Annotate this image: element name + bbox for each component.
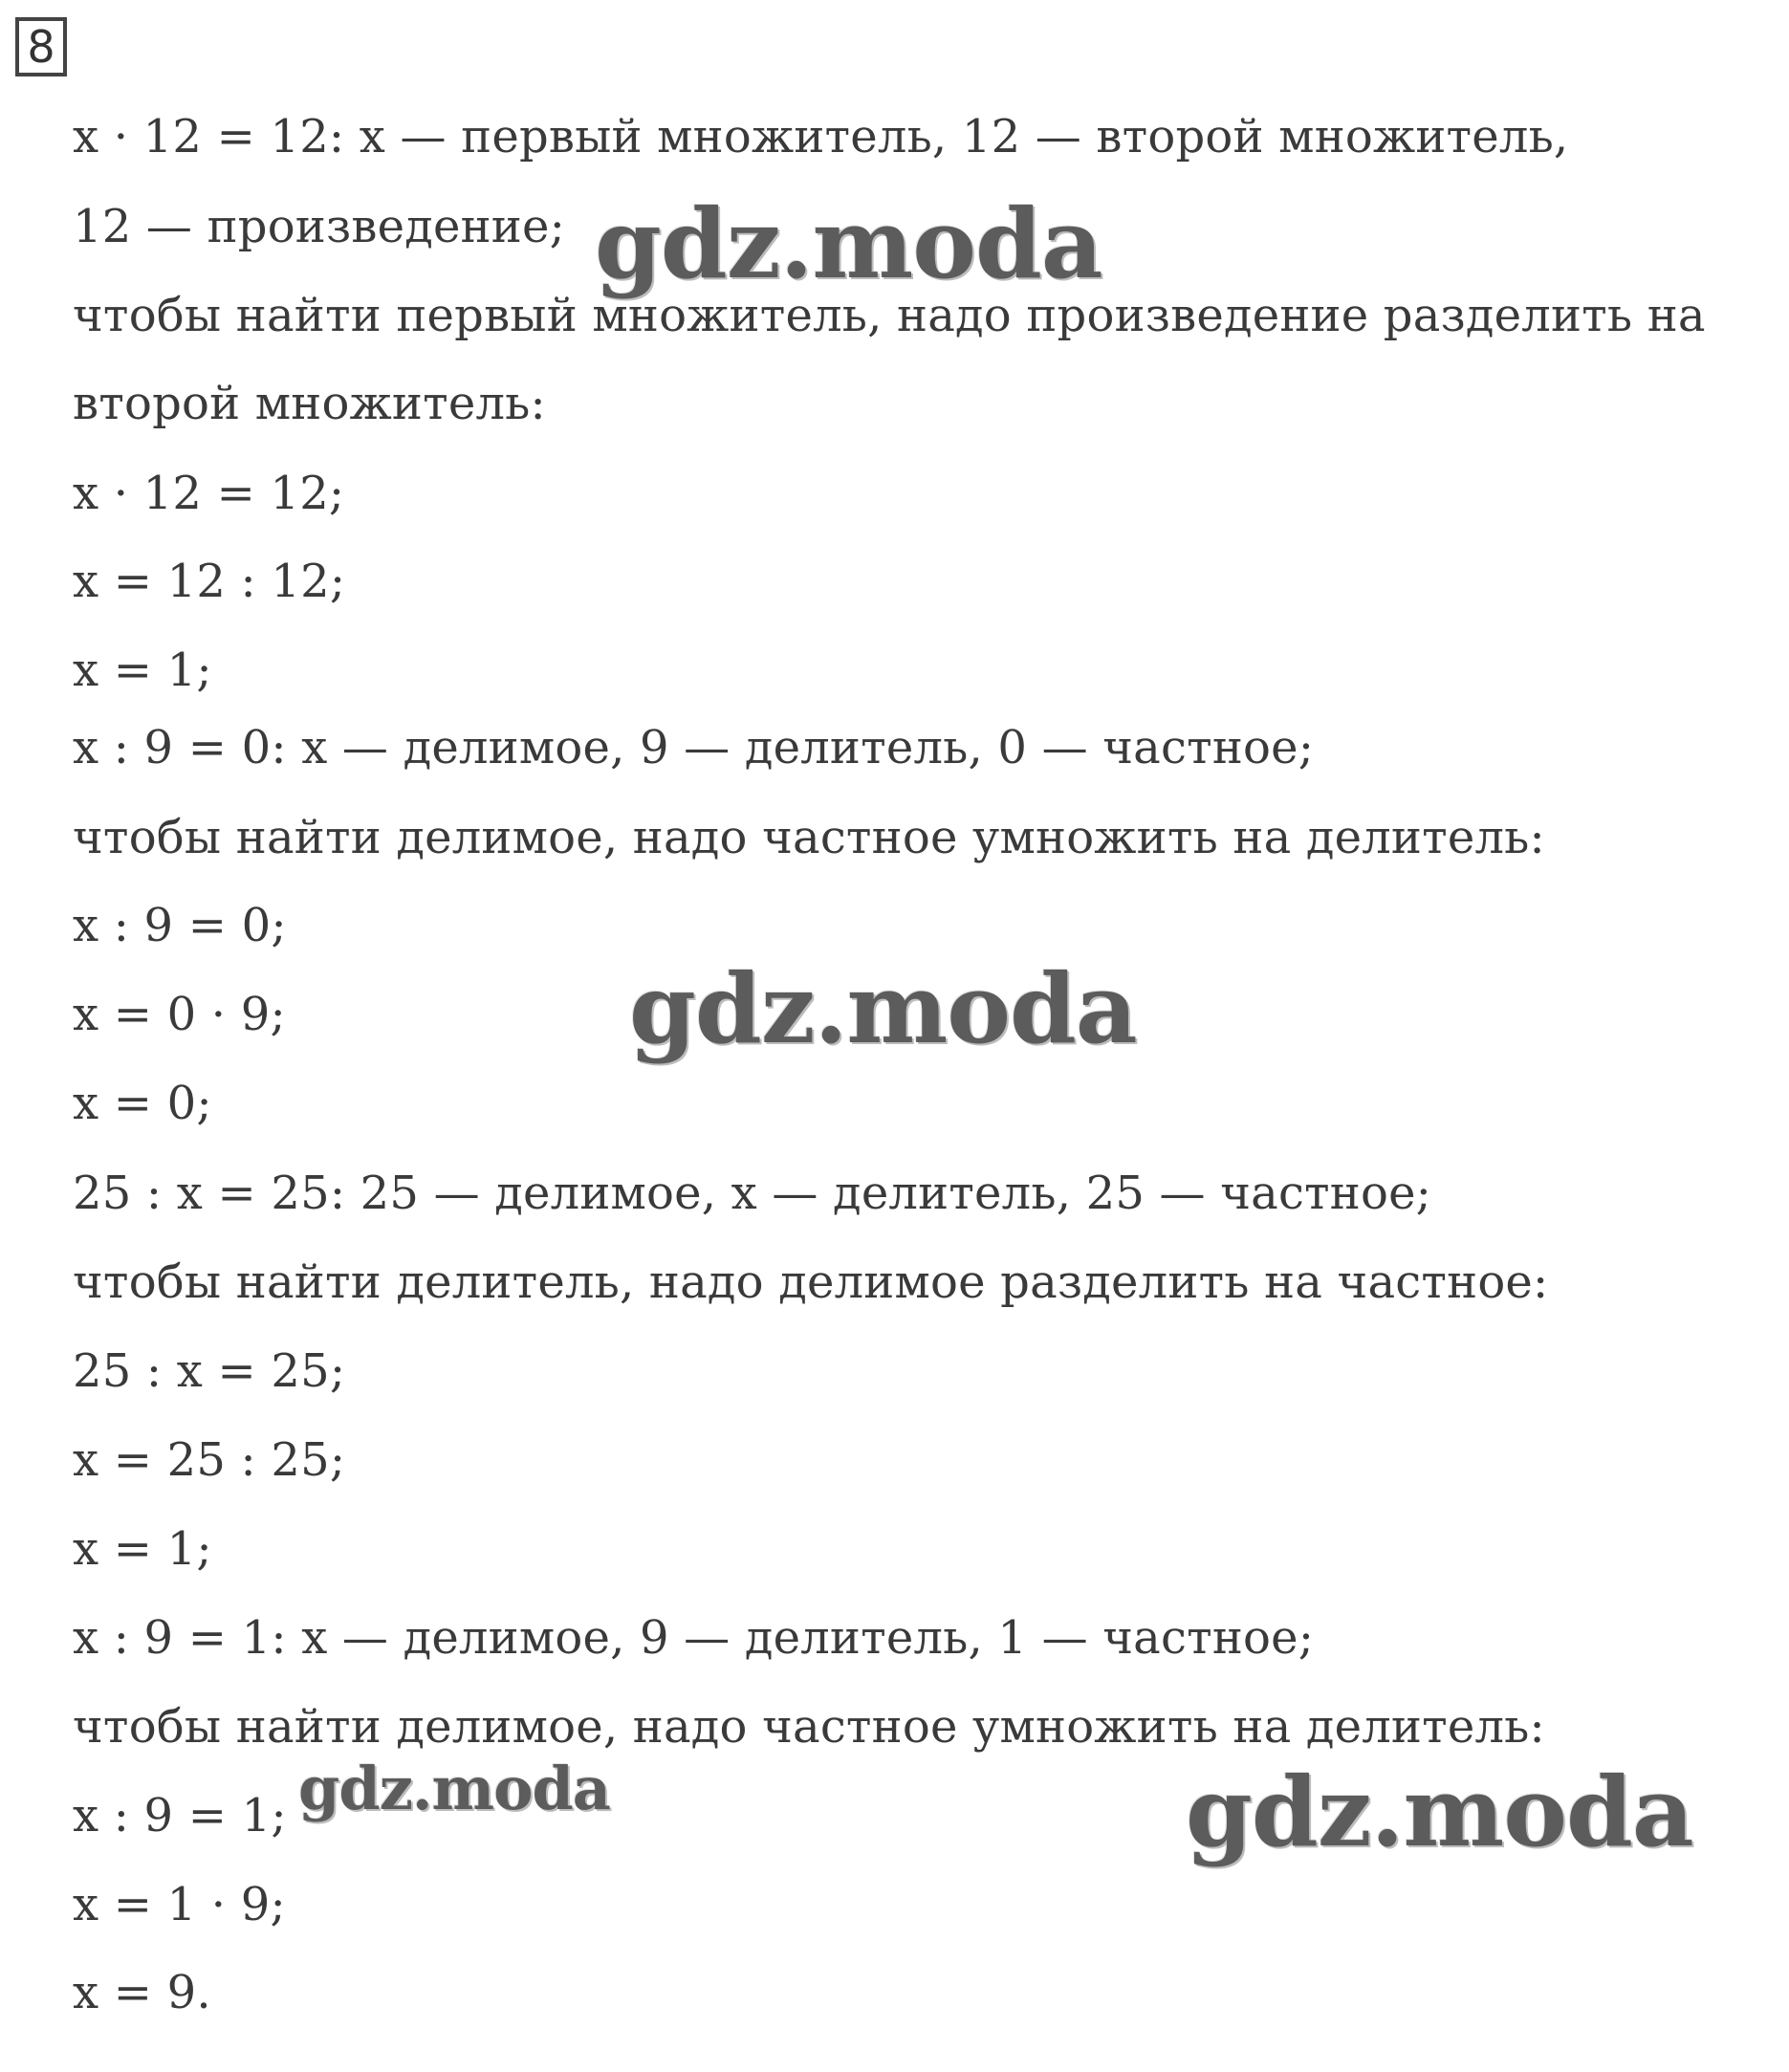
task-number-badge: 8 — [15, 17, 67, 76]
solution-line: x · 12 = 12; — [73, 467, 345, 520]
watermark-logo: gdz.moda — [629, 952, 1137, 1065]
solution-line: x = 1; — [73, 1522, 212, 1576]
watermark-logo: gdz.moda — [1186, 1756, 1693, 1868]
solution-line: чтобы найти первый множитель, надо произведение разделить на — [73, 289, 1706, 342]
solution-line: x : 9 = 1; — [73, 1789, 287, 1843]
solution-line: x = 0 · 9; — [73, 988, 286, 1041]
solution-line: x = 25 : 25; — [73, 1433, 346, 1487]
solution-line: x = 9. — [73, 1966, 211, 2019]
solution-line: x = 1; — [73, 643, 212, 697]
solution-line: x = 0; — [73, 1077, 212, 1130]
solution-line: x · 12 = 12: x — первый множитель, 12 — второй множитель, — [73, 110, 1569, 164]
watermark-logo: gdz.moda — [298, 1754, 610, 1823]
solution-line: 25 : x = 25: 25 — делимое, x — делитель, 25 — частное; — [73, 1167, 1432, 1220]
solution-line: x = 12 : 12; — [73, 555, 346, 608]
solution-line: x : 9 = 0; — [73, 899, 287, 952]
solution-line: x = 1 · 9; — [73, 1878, 286, 1931]
solution-line: второй множитель: — [73, 377, 546, 430]
solution-line: 25 : x = 25; — [73, 1344, 346, 1398]
solution-line: чтобы найти делимое, надо частное умножить на делитель: — [73, 1700, 1545, 1754]
solution-line: чтобы найти делимое, надо частное умножить на делитель: — [73, 811, 1545, 864]
solution-line: чтобы найти делитель, надо делимое разделить на частное: — [73, 1255, 1549, 1309]
solution-line: 12 — произведение; — [73, 200, 565, 253]
solution-line: x : 9 = 0: x — делимое, 9 — делитель, 0 — частное; — [73, 721, 1315, 774]
watermark-logo: gdz.moda — [595, 187, 1102, 300]
solution-line: x : 9 = 1: x — делимое, 9 — делитель, 1 — частное; — [73, 1611, 1315, 1665]
